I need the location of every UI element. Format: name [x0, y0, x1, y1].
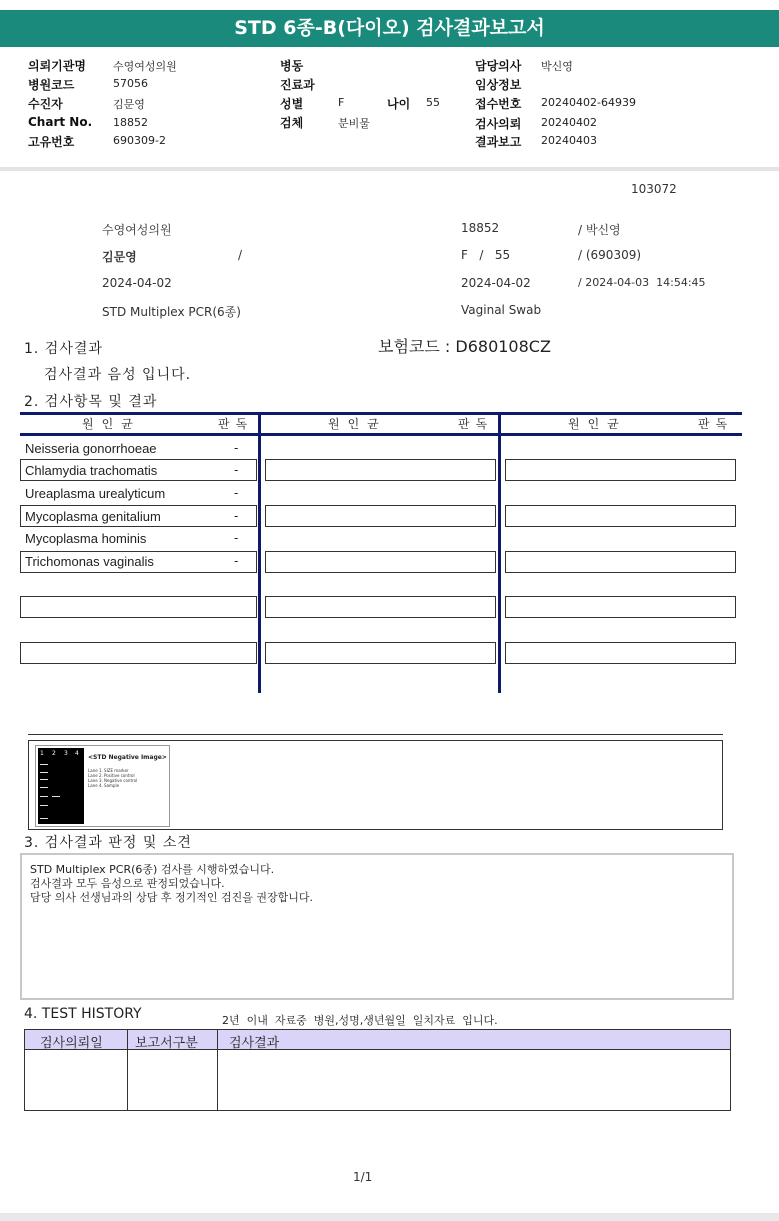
lane-label: 4	[75, 750, 79, 757]
history-col-report-type: 보고서구분	[135, 1036, 198, 1051]
row-box	[505, 551, 736, 573]
history-header-row	[25, 1030, 730, 1050]
print-chart: 18852	[461, 221, 500, 235]
patient-name: 김문영	[113, 98, 145, 111]
history-col-divider	[127, 1030, 128, 1110]
pathogen-result: -	[234, 463, 239, 477]
print-unique: / (690309)	[578, 248, 642, 262]
pathogen-result: -	[234, 441, 239, 455]
history-note: 2년 이내 자료중 병원,성명,생년월일 일치자료 입니다.	[222, 1014, 498, 1027]
print-org: 수영여성의원	[102, 223, 172, 237]
specimen-value: 분비물	[338, 117, 370, 130]
gel-image-frame	[28, 740, 723, 830]
print-specimen: Vaginal Swab	[461, 303, 542, 317]
print-datetime: / 2024-04-03 14:54:45	[578, 276, 706, 289]
document-number: 103072	[631, 182, 677, 196]
pathogen-name: Mycoplasma genitalium	[25, 509, 161, 524]
row-box	[20, 596, 257, 618]
gel-band	[40, 772, 48, 773]
col-header-pathogen-3: 원인균	[568, 417, 627, 431]
gel-band	[52, 796, 60, 797]
col-header-pathogen-1: 원인균	[82, 417, 141, 431]
report-date: 20240403	[541, 134, 597, 147]
patient-label: 수진자	[28, 97, 63, 111]
col-header-judgment-1: 판독	[218, 417, 254, 431]
pathogen-name: Mycoplasma hominis	[25, 531, 147, 546]
row-box	[265, 505, 496, 527]
row-box	[265, 596, 496, 618]
gel-band	[40, 805, 48, 806]
dept-label: 진료과	[280, 78, 315, 92]
print-slash: /	[238, 248, 243, 262]
print-date-2: 2024-04-02	[461, 276, 531, 290]
ward-label: 병동	[280, 59, 304, 73]
gel-band	[40, 796, 48, 797]
gel-band	[40, 818, 48, 819]
gel-legend-line: Lane 3. Negative control	[88, 778, 138, 783]
history-col-divider	[217, 1030, 218, 1110]
gel-image	[35, 745, 170, 827]
section-2-title: 2. 검사항목 및 결과	[24, 394, 158, 410]
gel-lanes	[38, 748, 84, 824]
row-box	[265, 642, 496, 664]
receipt-no-label: 접수번호	[475, 97, 522, 111]
row-box	[265, 551, 496, 573]
column-divider-1	[258, 414, 261, 693]
print-date-1: 2024-04-02	[102, 276, 172, 290]
gel-band	[40, 787, 48, 788]
gel-legend-line: Lane 2. Positive control	[88, 773, 135, 778]
report-title: STD 6종-B(다이오) 검사결과보고서	[0, 10, 779, 47]
col-header-judgment-3: 판독	[698, 417, 734, 431]
col-header-pathogen-2: 원인균	[328, 417, 387, 431]
finding-line: STD Multiplex PCR(6종) 검사를 시행하였습니다.	[30, 863, 275, 876]
pathogen-name: Trichomonas vaginalis	[25, 554, 154, 569]
pathogen-name: Neisseria gonorrhoeae	[25, 441, 157, 456]
print-test-name: STD Multiplex PCR(6종)	[102, 305, 241, 319]
lane-label: 3	[64, 750, 68, 757]
doctor-name: 박신영	[541, 60, 573, 73]
gel-image-title: <STD Negative Image>	[88, 754, 167, 761]
header-info	[0, 55, 779, 167]
findings-box	[20, 853, 734, 1000]
request-date: 20240402	[541, 116, 597, 129]
unique-no-label: 고유번호	[28, 135, 75, 149]
pathogen-result: -	[234, 509, 239, 523]
sex-label: 성별	[280, 97, 304, 111]
row-box	[265, 459, 496, 481]
request-date-label: 검사의뢰	[475, 117, 522, 131]
page-number: 1/1	[353, 1170, 373, 1184]
print-doctor: / 박신영	[578, 223, 621, 237]
hospital-code-label: 병원코드	[28, 78, 75, 92]
pathogen-name: Ureaplasma urealyticum	[25, 486, 166, 501]
section-4-title: 4. TEST HISTORY	[24, 1006, 142, 1022]
result-summary: 검사결과 음성 입니다.	[44, 367, 192, 383]
history-col-request-date: 검사의뢰일	[40, 1036, 103, 1051]
print-sex-age: F / 55	[461, 248, 511, 262]
section-1-title: 1. 검사결과	[24, 341, 103, 357]
column-divider-2	[498, 414, 501, 693]
col-header-judgment-2: 판독	[458, 417, 494, 431]
history-table	[24, 1029, 731, 1111]
requesting-org-label: 의뢰기관명	[28, 59, 86, 73]
row-box	[505, 459, 736, 481]
section-3-title: 3. 검사결과 판정 및 소견	[24, 835, 192, 851]
row-box	[505, 642, 736, 664]
history-col-result: 검사결과	[229, 1036, 280, 1051]
finding-line: 담당 의사 선생님과의 상담 후 정기적인 검진을 권장합니다.	[30, 891, 313, 904]
pathogen-result: -	[234, 486, 239, 500]
sex-value: F	[338, 96, 345, 109]
pathogen-name: Chlamydia trachomatis	[25, 463, 158, 478]
clinical-info-label: 임상정보	[475, 78, 522, 92]
requesting-org: 수영여성의원	[113, 60, 177, 73]
header-divider	[0, 167, 779, 171]
gel-band	[40, 764, 48, 765]
unique-no: 690309-2	[113, 134, 166, 147]
pathogen-result: -	[234, 554, 239, 568]
hospital-code: 57056	[113, 77, 148, 90]
row-box	[505, 596, 736, 618]
row-box	[505, 505, 736, 527]
gel-legend-line: Lane 4. Sample	[88, 783, 120, 788]
pathogen-result: -	[234, 531, 239, 545]
insurance-code: 보험코드 : D680108CZ	[378, 337, 551, 356]
report-date-label: 결과보고	[475, 135, 522, 149]
table-header-rule	[20, 433, 742, 436]
age-value: 55	[426, 96, 440, 109]
receipt-no: 20240402-64939	[541, 96, 636, 109]
age-label: 나이	[387, 97, 411, 111]
row-box	[20, 642, 257, 664]
chart-no-label: Chart No.	[28, 115, 93, 129]
page-bottom-bar	[0, 1213, 779, 1221]
lane-label: 1	[40, 750, 44, 757]
gel-legend-line: Lane 1. SIZE marker	[88, 768, 129, 773]
print-patient: 김문영	[102, 250, 137, 264]
lane-label: 2	[52, 750, 56, 757]
image-top-rule	[28, 734, 723, 735]
gel-band	[40, 779, 48, 780]
chart-no: 18852	[113, 116, 148, 129]
finding-line: 검사결과 모두 음성으로 판정되었습니다.	[30, 877, 225, 890]
doctor-label: 담당의사	[475, 59, 522, 73]
specimen-label: 검체	[280, 116, 304, 130]
